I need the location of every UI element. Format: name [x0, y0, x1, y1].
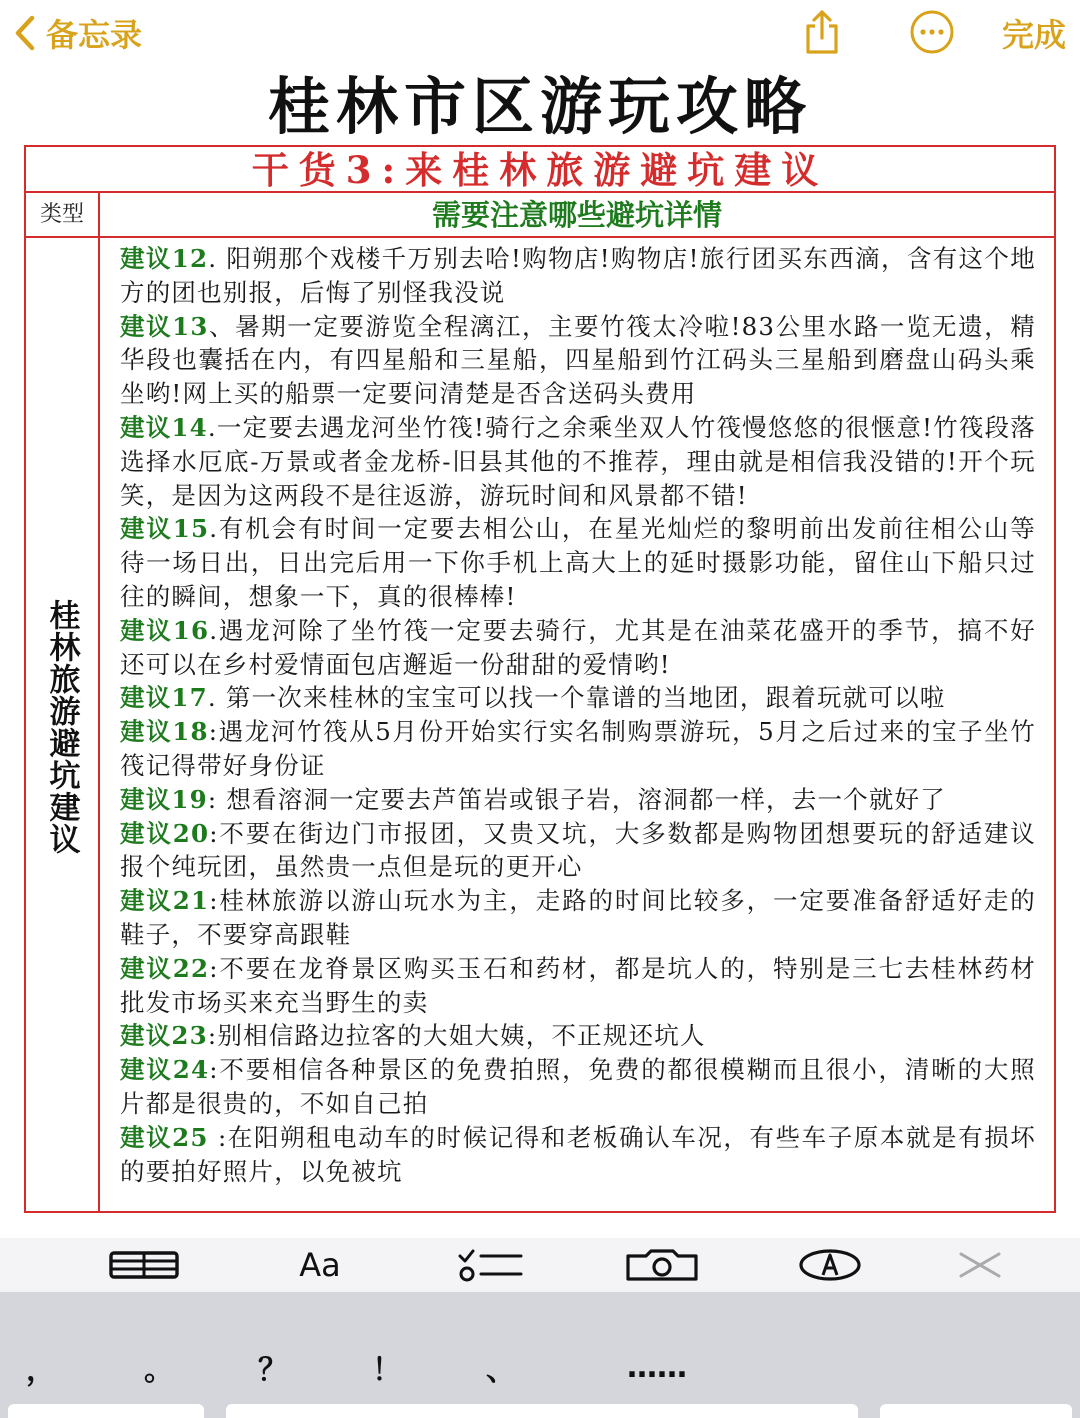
format-icon: Aa [299, 1246, 341, 1284]
more-button[interactable] [908, 8, 956, 56]
tip-item [120, 952, 1036, 1020]
tip-label: 建议12 [120, 244, 209, 273]
camera-button[interactable] [622, 1242, 702, 1288]
column-header-type: 类型 [26, 193, 100, 236]
tip-text: 、暑期一定要游览全程漓江，主要竹筏太冷啦!83公里水路一览无遗，精华段也囊括在内，有四星船和三星船，四星船到竹江码头三星船到磨盘山码头乘坐哟!网上买的船票一定要问清楚是否含送码头费用 [120, 311, 1036, 409]
tip-item [120, 715, 1036, 783]
tip-label: 建议24 [120, 1055, 210, 1085]
table-icon [108, 1250, 180, 1280]
tip-label: 建议23 [120, 1021, 208, 1051]
tip-text: . 第一次来桂林的宝宝可以找一个靠谱的当地团，跟着玩就可以啦 [207, 683, 946, 713]
tip-item [120, 783, 1036, 817]
tip-item [120, 512, 1036, 613]
back-label: 备忘录 [46, 16, 143, 54]
keyboard-key[interactable] [880, 1404, 1072, 1418]
tip-text: :桂林旅游以游山玩水为主，走路的时间比较多，一定要准备舒适好走的鞋子，不要穿高跟鞋 [120, 886, 1036, 949]
checklist-button[interactable] [450, 1242, 530, 1288]
space-key[interactable] [226, 1404, 858, 1418]
key-enumeration-comma[interactable]: 、 [486, 1353, 516, 1388]
tip-label: 建议21 [120, 886, 210, 916]
tip-item [120, 310, 1036, 411]
markup-icon [797, 1248, 863, 1282]
tip-label: 建议15 [120, 514, 210, 544]
tip-text: .遇龙河除了坐竹筏一定要去骑行，尤其是在油菜花盛开的季节，搞不好还可以在乡村爱情面包店邂逅一份甜甜的爱情哟! [120, 615, 1036, 679]
type-label: 桂林旅游避坑建议 [43, 598, 80, 855]
share-icon [802, 9, 842, 55]
tip-text: :不要相信各种景区的免费拍照，免费的都很模糊而且很小，清晰的大照片都是很贵的，不如自己拍 [120, 1055, 1036, 1118]
back-button[interactable] [14, 10, 142, 56]
done-button[interactable]: 完成 [1001, 16, 1066, 54]
table-body [26, 238, 1054, 1211]
tip-text: :不要在街边门市报团，又贵又坑，大多数都是购物团想要玩的舒适建议报个纯玩团，虽然贵一点但是玩的更开心 [120, 818, 1036, 882]
key-comma[interactable]: ， [26, 1353, 56, 1388]
checklist-icon [455, 1248, 525, 1282]
tip-item [120, 614, 1036, 682]
tip-label: 建议22 [120, 953, 210, 983]
tip-text: :不要在龙脊景区购买玉石和药材，都是坑人的，特别是三七去桂林药材批发市场买来充当野生的卖 [120, 953, 1036, 1017]
table-button[interactable] [104, 1242, 184, 1288]
more-icon [909, 9, 955, 55]
tip-label: 建议14 [120, 412, 208, 442]
keyboard [0, 1292, 1080, 1418]
close-icon [957, 1250, 1003, 1280]
keyboard-key-row [0, 1404, 1080, 1418]
tip-item [120, 1053, 1036, 1121]
markup-button[interactable] [790, 1242, 870, 1288]
tip-text: :别相信路边拉客的大姐大姨，不正规还坑人 [207, 1021, 706, 1051]
share-button[interactable] [798, 8, 846, 56]
key-period[interactable]: 。 [144, 1353, 174, 1388]
chevron-left-icon [14, 15, 36, 51]
tip-text: .有机会有时间一定要去相公山，在星光灿烂的黎明前出发前往相公山等待一场日出，日出完后用一下你手机上高大上的延时摄影功能，留住山下船只过往的瞬间，想象一下，真的很棒棒! [120, 514, 1036, 611]
tip-label: 建议13 [120, 311, 209, 341]
format-button[interactable] [280, 1242, 360, 1288]
tip-item [120, 1019, 1036, 1053]
tip-label: 建议25 [120, 1122, 209, 1152]
keyboard-key[interactable] [8, 1404, 204, 1418]
page-title: 桂林市区游玩攻略 [267, 70, 812, 143]
column-header-details: 需要注意哪些避坑详情 [431, 198, 722, 232]
close-keyboard-button[interactable] [940, 1242, 1020, 1288]
tip-text: : 想看溶洞一定要去芦笛岩或银子岩，溶洞都一样，去一个就好了 [207, 784, 946, 814]
tip-label: 建议18 [120, 717, 209, 747]
camera-icon [624, 1248, 700, 1282]
tip-label: 建议19 [120, 784, 208, 814]
tip-text: . 阳朔那个戏楼千万别去哈!购物店!购物店!旅行团买东西滴，含有这个地方的团也别报，后悔了别怪我没说 [120, 244, 1037, 307]
key-ellipsis[interactable]: …… [627, 1349, 687, 1385]
tip-item [120, 817, 1036, 885]
tip-item [120, 884, 1036, 952]
type-cell [26, 238, 100, 1211]
tip-item [120, 242, 1036, 310]
key-question[interactable]: ？ [258, 1353, 288, 1388]
tip-item [120, 1121, 1036, 1189]
tips-table [24, 145, 1056, 1213]
tip-label: 建议16 [120, 615, 210, 645]
details-cell [120, 242, 1036, 1188]
tip-item [120, 411, 1036, 512]
tip-item [120, 681, 1036, 715]
table-header [26, 193, 1054, 238]
tip-label: 建议17 [120, 683, 208, 713]
tip-text: :遇龙河竹筏从5月份开始实行实名制购票游玩，5月之后过来的宝子坐竹筏记得带好身份证 [120, 717, 1036, 780]
tip-text: .一定要去遇龙河坐竹筏!骑行之余乘坐双人竹筏慢悠悠的很惬意!竹筏段落选择水厄底-万景或者金龙桥-旧县其他的不推荐，理由就是相信我没错的!开个玩笑，是因为这两段不是往返游，游玩时间和风景都不错! [120, 412, 1036, 510]
navigation-bar [0, 0, 1080, 70]
table-title: 干货3:来桂林旅游避坑建议 [26, 147, 1054, 193]
editing-toolbar [0, 1238, 1080, 1292]
tip-label: 建议20 [120, 818, 210, 848]
key-exclamation[interactable]: ！ [372, 1353, 402, 1388]
tip-text: :在阳朔租电动车的时候记得和老板确认车况，有些车子原本就是有损坏的要拍好照片，以免被坑 [120, 1122, 1036, 1186]
